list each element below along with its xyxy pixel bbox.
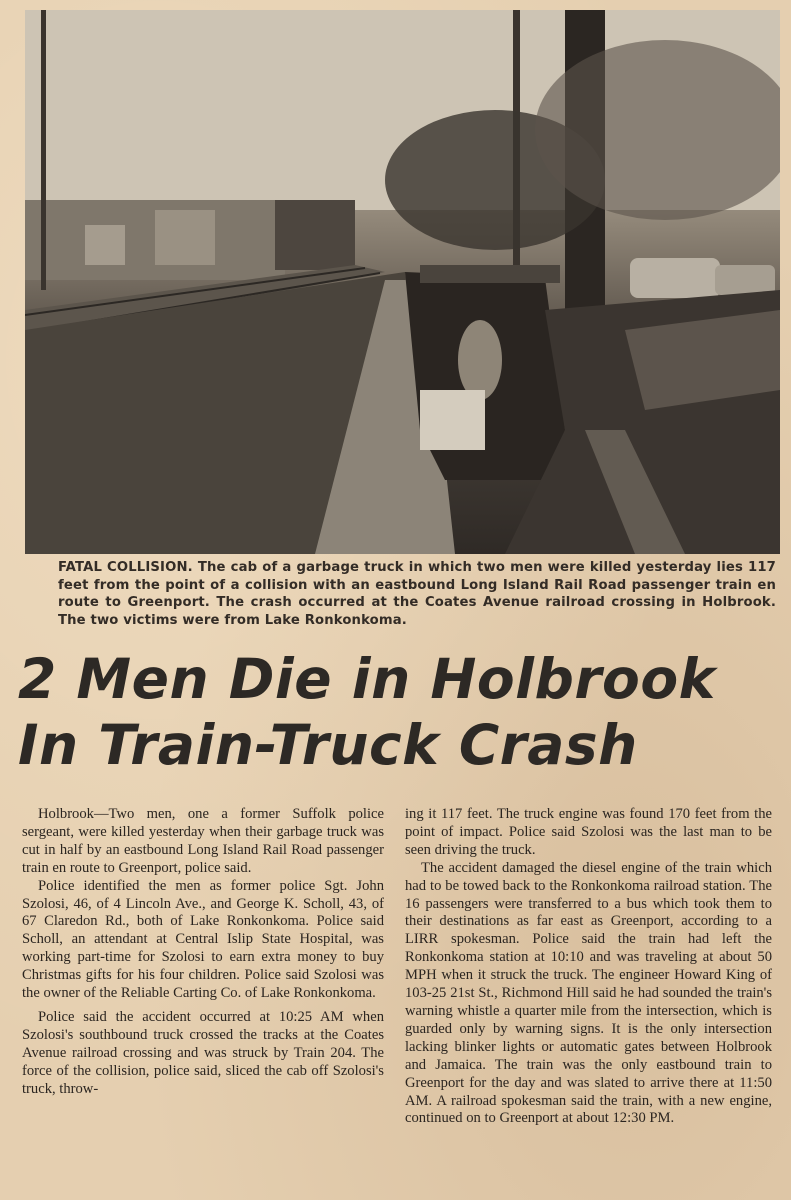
headline-line-2: In Train-Truck Crash [18,713,638,777]
article-paragraph: Holbrook—Two men, one a former Suffolk police sergeant, were killed yesterday when their garbage truck was cut in half by an eastbound Long Island Rail Road passenger train en route to Greenport, police said. [22,806,384,876]
article-paragraph-continuation: ing it 117 feet. The truck engine was found 170 feet from the point of impact. Police said Szolosi was the last man to be seen driving the truck. [405,806,772,858]
photo-caption [58,559,776,629]
article-paragraph: Police said the accident occurred at 10:25 AM when Szolosi's southbound truck crossed the tracks at the Coates Avenue railroad crossing and was struck by Train 204. The force of the collision, police said, sliced the cab off Szolosi's truck, throw- [22,1008,384,1097]
news-photo-collision-scene [25,10,780,554]
article-column-left [22,806,384,1099]
caption-text: The cab of a garbage truck in which two men were killed yesterday lies 117 feet from the point of a collision with an eastbound Long Island Rail Road passenger train en route to Greenport. The crash occurred at the Coates Avenue railroad crossing in Holbrook. The two victims were from Lake Ronkonkoma. [58,560,777,628]
article-paragraph: The accident damaged the diesel engine of the train which had to be towed back to the Ronkonkoma railroad station. The 16 passengers were transferred to a bus which took them to their destinations as far east as Greenport, according to a LIRR spokesman. Police said the train had left the Ronkonkoma station at 10:10 and was traveling at about 50 MPH when it struck the truck. The engineer Howard King of 103-25 21st St., Richmond Hill said he had sounded the train's warning whistle a quarter mile from the intersection, which is guarded only by warning signs. It is the only intersection lacking blinker lights or automatic gates between Holbrook and Jamaica. The train was the only eastbound train to Greenport for the day and was slated to arrive there at 11:50 AM. A railroad spokesman said the train, with a new engine, continued on to Greenport at about 12:30 PM. [405,859,772,1127]
article-paragraph: Police identified the men as former police Sgt. John Szolosi, 46, of 4 Lincoln Ave., and George K. Scholl, 43, of 67 Claredon Rd., both of Lake Ronkonkoma. Police said Scholl, an attendant at Central Islip State Hospital, was working part-time for Szolosi to earn extra money to buy Christmas gifts for his four children. Police said Szolosi was the owner of the Reliable Carting Co. of Lake Ronkonkoma. [22,877,384,1002]
photo-illustration [25,10,780,554]
caption-lead: FATAL COLLISION. [58,560,193,575]
headline [18,646,778,778]
article-column-right [405,806,772,1128]
headline-line-1: 2 Men Die in Holbrook [18,647,716,711]
